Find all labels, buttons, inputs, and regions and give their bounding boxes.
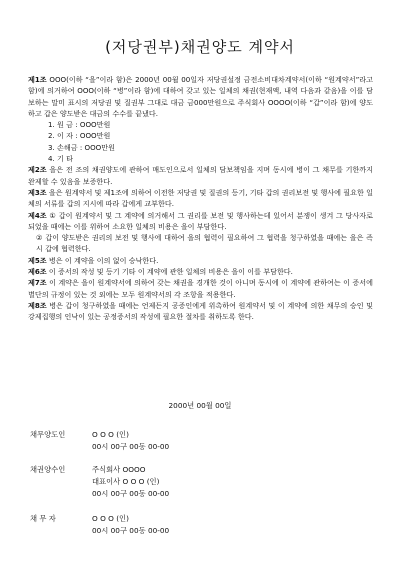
article-label: 제3조: [28, 187, 47, 197]
article-7: [28, 277, 373, 300]
article-label: 제1조: [28, 75, 47, 84]
article-1: [28, 74, 373, 119]
party-role: 채 무 자: [30, 514, 56, 523]
party-line: O O O (인): [92, 514, 129, 523]
article-text: 이 계약은 을이 원계약서에 의하여 갖는 채권을 경개한 것이 아니며 동시에 이 계약에 관하여는 이 증서에 별단의 규정이 있는 것 외에는 모두 원계약서의 각 조항을 적용한다.: [28, 278, 373, 299]
party-role: 채무양도인: [30, 430, 66, 439]
party-details: [92, 429, 392, 453]
party-line: 00시 00구 00동 00-00: [92, 442, 170, 451]
article-text: 을은 원계약서 및 제1조에 의하여 이전한 저당권 및 질권의 등기, 기타 갑의 권리보전 및 행사에 필요한 일체의 서류를 갑의 지시에 따라 갑에게 교부한다.: [28, 187, 373, 209]
contract-body: [28, 74, 373, 323]
party-details: [92, 464, 392, 500]
article-text: 을은 전 조의 채권양도에 관하여 매도인으로서 일체의 담보책임을 지며 동시에 병이 그 채무를 기한까지 완제할 수 있음을 보증한다.: [28, 165, 373, 186]
document-title: (저당권부)채권양도 계약서: [105, 38, 295, 56]
party-role: 채권양수인: [30, 465, 66, 474]
article-4: [28, 210, 373, 233]
article-label: 제2조: [28, 165, 47, 175]
article-label: 제4조: [28, 210, 47, 220]
article-5: [28, 255, 373, 266]
claim-item: 4. 기 타: [48, 154, 73, 164]
contract-date: 2000년 00월 00일: [168, 401, 232, 410]
article-2: [28, 164, 373, 187]
article-4-clause-2: ② 갑이 양도받은 권리의 보전 및 행사에 대하여 을의 협력이 필요하여 그 협력을 청구하였을 때에는 을은 즉시 갑에 협력한다.: [36, 233, 373, 254]
article-3: [28, 187, 373, 210]
article-text: 병은 이 계약을 이의 없이 승낙한다.: [46, 255, 159, 265]
claim-item: 1. 원 금 : OOO만원: [48, 120, 111, 130]
article-label: 제5조: [28, 255, 47, 265]
article-text: OOO(이하 “을”이라 함)은 2000년 00월 00일자 저당권설정 금전소비대차계약서(이하 “원계약서”라고 함)에 의거하여 OOO(이하 “병”이라 함)에 대하여 갖고 있는 일체의 채권(현재액, 내역 다음과 같음)을 이를 담보하는 말미 표시의 저당권 및 질권부 그대로 대금 금000만원으로 주식회사 OOOO(이하 “갑”이라 함)에 양도하고 갑은 양도받은 대금의 수수를 끝냈다.: [28, 75, 373, 118]
article-label: 제7조: [28, 278, 47, 288]
article-text: 이 증서의 작성 및 등기 기타 이 계약에 관한 일체의 비용은 을이 이를 부담한다.: [46, 267, 293, 277]
party-line: 대표이사 O O O (인): [92, 477, 160, 486]
party-details: [92, 513, 392, 537]
claim-item: 2. 이 자 : OOO만원: [48, 131, 111, 141]
article-text: 병은 갑이 청구하였을 때에는 언제든지 공증인에게 위촉하여 원계약서 및 이 계약에 의한 채무의 승인 및 강제집행의 인낙이 있는 공정증서의 작성에 필요한 절차를 취하도록 한다.: [28, 300, 373, 322]
party-line: 주식회사 OOOO: [92, 465, 146, 474]
party-line: 00시 00구 00동 00-00: [92, 526, 170, 535]
party-line: O O O (인): [92, 430, 129, 439]
article-label: 제6조: [28, 267, 47, 277]
party-line: 00시 00구 00동 00-00: [92, 489, 170, 498]
claim-item: 3. 손해금 : OOO만원: [48, 142, 115, 152]
article-label: 제8조: [28, 300, 47, 310]
claim-items: [48, 119, 373, 164]
article-6: [28, 266, 373, 277]
article-text: ① 갑이 원계약서 및 그 계약에 의거해서 그 권리를 보전 및 행사하는데 있어서 분쟁이 생겨 그 당사자로 되었을 때에는 이를 위하여 소요한 일체의 비용은 을이 부담한다.: [28, 210, 373, 231]
article-8: [28, 300, 373, 323]
